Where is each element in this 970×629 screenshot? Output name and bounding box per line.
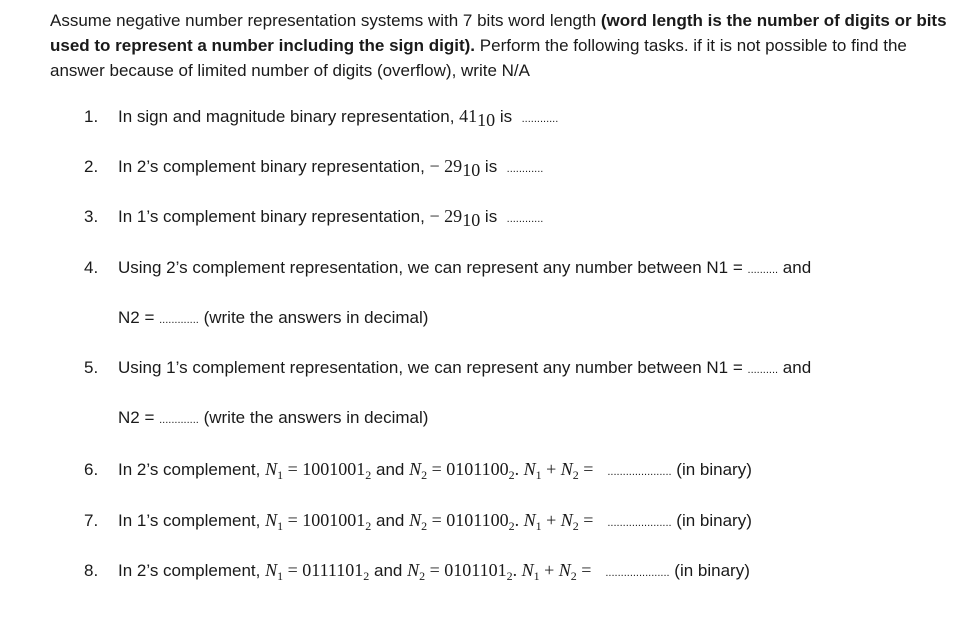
- answer-blank: .....................: [607, 466, 672, 478]
- question-5: [84, 356, 811, 382]
- math-var: N: [560, 510, 573, 530]
- question-text: Using 1’s complement representation, we can represent any number between N1 =: [118, 358, 748, 377]
- question-4: [84, 256, 811, 282]
- question-text: Using 2’s complement representation, we can represent any number between N1 =: [118, 258, 748, 277]
- math-var: N: [265, 510, 278, 530]
- math-equals: =: [578, 459, 598, 479]
- question-3: [84, 204, 543, 231]
- question-number: 3.: [84, 207, 99, 226]
- n2-label: N2 =: [118, 308, 160, 327]
- question-text-and: and: [369, 561, 408, 580]
- question-note: (write the answers in decimal): [198, 408, 429, 427]
- math-sub: 1: [533, 569, 540, 583]
- math-equals: =: [578, 510, 598, 530]
- question-2: [84, 154, 543, 181]
- math-equals: =: [576, 560, 596, 580]
- answer-blank: .....................: [607, 517, 672, 529]
- answer-blank: ............: [521, 113, 559, 125]
- question-text: In 2’s complement,: [118, 561, 266, 580]
- question-number: 6.: [84, 460, 99, 479]
- intro-text: Assume negative number representation systems with 7 bits word length: [50, 11, 601, 30]
- question-number: 4.: [84, 258, 99, 277]
- math-var: N: [521, 560, 534, 580]
- question-6: [84, 457, 752, 484]
- math-base: 10: [462, 210, 481, 230]
- math-sub: 2: [508, 468, 515, 482]
- math-sub: 2: [363, 569, 370, 583]
- math-value: = 0101100: [427, 459, 509, 479]
- math-var: N: [558, 560, 571, 580]
- question-4-continued: [118, 306, 428, 332]
- math-sub: 1: [277, 519, 284, 533]
- math-var: N: [409, 459, 422, 479]
- math-value: = 0111101: [283, 560, 364, 580]
- question-text-is: is: [480, 157, 498, 176]
- math-period: .: [514, 510, 524, 530]
- question-text: In 1’s complement,: [118, 511, 266, 530]
- question-text: In 2’s complement binary representation,: [118, 157, 430, 176]
- math-sub: 2: [421, 468, 428, 482]
- question-number: 8.: [84, 561, 99, 580]
- math-sub: 1: [277, 468, 284, 482]
- math-sub: 2: [419, 569, 426, 583]
- math-plus: +: [541, 510, 561, 530]
- question-8: [84, 558, 750, 585]
- math-sub: 1: [277, 569, 284, 583]
- math-var: N: [265, 560, 278, 580]
- math-base: 10: [477, 110, 496, 130]
- n2-label: N2 =: [118, 408, 160, 427]
- math-var: N: [523, 459, 536, 479]
- math-period: .: [514, 459, 524, 479]
- math-plus: +: [541, 459, 561, 479]
- math-sub: 1: [535, 468, 542, 482]
- answer-blank-n1: ..........: [747, 364, 779, 376]
- math-var: N: [265, 459, 278, 479]
- question-text: In 2’s complement,: [118, 460, 266, 479]
- question-text: In sign and magnitude binary representation,: [118, 107, 460, 126]
- instructions-paragraph: [50, 8, 950, 83]
- math-base: 10: [462, 160, 481, 180]
- question-text-and: and: [371, 511, 410, 530]
- math-value: − 29: [429, 156, 463, 176]
- question-note: (in binary): [669, 561, 750, 580]
- answer-blank: .....................: [605, 567, 670, 579]
- math-value: = 0101101: [425, 560, 507, 580]
- math-sub: 2: [572, 519, 579, 533]
- question-note: (write the answers in decimal): [198, 308, 429, 327]
- math-value: = 1001001: [283, 459, 366, 479]
- answer-blank: ............: [506, 163, 544, 175]
- question-text: In 1’s complement binary representation,: [118, 207, 430, 226]
- math-value: = 0101100: [427, 510, 509, 530]
- question-number: 7.: [84, 511, 99, 530]
- question-number: 5.: [84, 358, 99, 377]
- question-text-and: and: [778, 258, 812, 277]
- math-sub: 1: [535, 519, 542, 533]
- question-number: 2.: [84, 157, 99, 176]
- question-text-and: and: [371, 460, 410, 479]
- math-value: = 1001001: [283, 510, 366, 530]
- question-note: (in binary): [671, 460, 752, 479]
- question-number: 1.: [84, 107, 99, 126]
- math-var: N: [407, 560, 420, 580]
- question-1: [84, 104, 558, 131]
- question-note: (in binary): [671, 511, 752, 530]
- question-text-and: and: [778, 358, 812, 377]
- question-text-is: is: [495, 107, 513, 126]
- math-var: N: [560, 459, 573, 479]
- math-sub: 2: [506, 569, 513, 583]
- math-sub: 2: [572, 468, 579, 482]
- answer-blank: ............: [506, 213, 544, 225]
- math-var: N: [523, 510, 536, 530]
- math-sub: 2: [421, 519, 428, 533]
- intro-bold-text: (word length is the number of digits or bits used to represent a number including the sign digit).: [50, 11, 947, 55]
- answer-blank-n2: .............: [159, 414, 199, 426]
- math-sub: 2: [570, 569, 577, 583]
- intro-text-2: Perform the following tasks. if it is not possible to find the answer because of limited number of digits (overflow), write N/A: [50, 36, 907, 80]
- answer-blank-n2: .............: [159, 314, 199, 326]
- math-sub: 2: [365, 519, 372, 533]
- question-7: [84, 508, 752, 535]
- math-sub: 2: [365, 468, 372, 482]
- math-plus: +: [539, 560, 559, 580]
- math-value: − 29: [429, 206, 463, 226]
- math-value: 41: [459, 106, 478, 126]
- answer-blank-n1: ..........: [747, 264, 779, 276]
- math-var: N: [409, 510, 422, 530]
- question-text-is: is: [480, 207, 498, 226]
- math-period: .: [512, 560, 522, 580]
- question-5-continued: [118, 406, 428, 432]
- math-sub: 2: [508, 519, 515, 533]
